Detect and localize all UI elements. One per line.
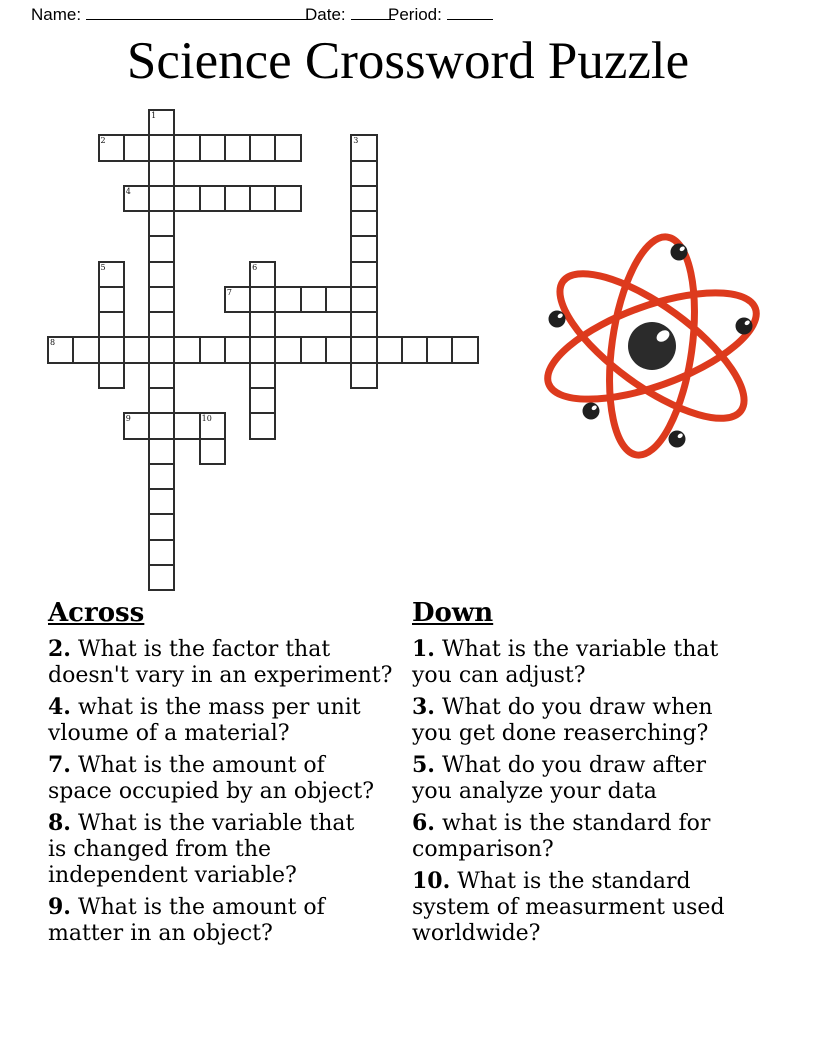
grid-cell[interactable] xyxy=(350,160,377,187)
clue-number-label: 7. xyxy=(48,752,71,778)
clue-text-line: independent variable? xyxy=(48,863,297,888)
clue-text-line: you can adjust? xyxy=(412,663,586,688)
clue-number-6: 6 xyxy=(252,262,258,272)
grid-cell[interactable] xyxy=(451,336,478,363)
grid-cell[interactable] xyxy=(148,160,175,187)
grid-cell[interactable] xyxy=(350,336,377,363)
clue-5 xyxy=(412,752,762,805)
clue-text-line: comparison? xyxy=(412,837,554,862)
nucleus xyxy=(628,322,676,370)
grid-cell[interactable] xyxy=(274,336,301,363)
grid-cell[interactable] xyxy=(350,286,377,313)
grid-cell[interactable] xyxy=(350,362,377,389)
grid-cell[interactable] xyxy=(148,362,175,389)
grid-cell[interactable] xyxy=(148,539,175,566)
grid-cell[interactable] xyxy=(123,336,150,363)
clue-6 xyxy=(412,810,762,863)
grid-cell[interactable] xyxy=(426,336,453,363)
clue-7 xyxy=(48,752,418,805)
clue-number-label: 1. xyxy=(412,636,435,662)
grid-cell[interactable] xyxy=(376,336,403,363)
grid-cell[interactable] xyxy=(274,286,301,313)
grid-cell[interactable] xyxy=(199,185,226,212)
clue-text-line: 2. What is the factor that xyxy=(48,636,331,662)
clue-text-line: 3. What do you draw when xyxy=(412,694,713,720)
grid-cell[interactable] xyxy=(173,336,200,363)
across-heading: Across xyxy=(48,598,145,628)
down-clues-section xyxy=(412,598,762,952)
clue-number-3: 3 xyxy=(353,136,359,146)
grid-cell[interactable] xyxy=(173,185,200,212)
clue-text-line: 4. what is the mass per unit xyxy=(48,694,361,720)
electron xyxy=(549,311,566,328)
clue-text-line: 1. What is the variable that xyxy=(412,636,719,662)
clue-text-line: 7. What is the amount of xyxy=(48,752,325,778)
clue-number-4: 4 xyxy=(125,186,131,196)
clue-text-line: system of measurment used xyxy=(412,895,725,920)
period-field-group xyxy=(388,4,493,25)
period-blank-line[interactable] xyxy=(447,4,493,20)
page-title: Science Crossword Puzzle xyxy=(126,32,690,90)
grid-cell[interactable] xyxy=(199,438,226,465)
grid-cell[interactable] xyxy=(199,134,226,161)
clue-number-7: 7 xyxy=(226,287,232,297)
name-field-group xyxy=(31,4,308,25)
grid-cell[interactable] xyxy=(148,286,175,313)
grid-cell[interactable] xyxy=(148,564,175,591)
electron xyxy=(583,403,600,420)
grid-cell[interactable] xyxy=(224,134,251,161)
atom-illustration xyxy=(540,224,766,471)
grid-cell[interactable] xyxy=(98,286,125,313)
grid-cell[interactable] xyxy=(300,286,327,313)
clue-4 xyxy=(48,694,418,747)
grid-cell[interactable] xyxy=(249,286,276,313)
clue-text-line: 9. What is the amount of xyxy=(48,894,325,920)
grid-cell[interactable] xyxy=(401,336,428,363)
clue-number-label: 2. xyxy=(48,636,71,662)
grid-cell[interactable] xyxy=(350,235,377,262)
grid-cell[interactable] xyxy=(123,134,150,161)
clue-number-8: 8 xyxy=(50,338,56,348)
grid-cell[interactable] xyxy=(98,311,125,338)
grid-cell[interactable] xyxy=(224,336,251,363)
grid-cell[interactable] xyxy=(173,134,200,161)
down-clue-list xyxy=(412,636,762,947)
name-label: Name: xyxy=(31,5,82,24)
grid-cell[interactable] xyxy=(249,387,276,414)
across-clues-section xyxy=(48,598,418,952)
grid-cell[interactable] xyxy=(199,336,226,363)
clue-text-line: doesn't vary in an experiment? xyxy=(48,663,393,688)
atom-svg xyxy=(540,224,766,466)
grid-cell[interactable] xyxy=(148,412,175,439)
clue-number-label: 9. xyxy=(48,894,71,920)
grid-cell[interactable] xyxy=(148,463,175,490)
clue-text-line: space occupied by an object? xyxy=(48,779,375,804)
clue-3 xyxy=(412,694,762,747)
grid-cell[interactable] xyxy=(148,311,175,338)
grid-cell[interactable] xyxy=(325,336,352,363)
grid-cell[interactable] xyxy=(148,210,175,237)
grid-cell[interactable] xyxy=(249,336,276,363)
clue-text-line: 10. What is the standard xyxy=(412,868,691,894)
clue-text-line: 8. What is the variable that xyxy=(48,810,355,836)
clue-number-2: 2 xyxy=(100,136,106,146)
clue-text-line: vloume of a material? xyxy=(48,721,290,746)
name-blank-line[interactable] xyxy=(86,4,308,20)
clue-number-label: 8. xyxy=(48,810,71,836)
clue-number-10: 10 xyxy=(201,414,212,424)
grid-cell[interactable] xyxy=(300,336,327,363)
grid-cell[interactable] xyxy=(148,235,175,262)
clue-number-5: 5 xyxy=(100,262,106,272)
grid-cell[interactable] xyxy=(350,185,377,212)
clue-8 xyxy=(48,810,418,889)
grid-cell[interactable] xyxy=(148,488,175,515)
grid-cell[interactable] xyxy=(148,185,175,212)
across-clue-list xyxy=(48,636,418,947)
grid-cell[interactable] xyxy=(148,438,175,465)
grid-cell[interactable] xyxy=(274,134,301,161)
grid-cell[interactable] xyxy=(72,336,99,363)
grid-cell[interactable] xyxy=(98,336,125,363)
clue-text-line: 6. what is the standard for xyxy=(412,810,711,836)
clue-10 xyxy=(412,868,762,947)
clue-text-line: 5. What do you draw after xyxy=(412,752,707,778)
grid-cell[interactable] xyxy=(350,311,377,338)
grid-cell[interactable] xyxy=(148,134,175,161)
clue-number-label: 10. xyxy=(412,868,451,894)
electron xyxy=(669,431,686,448)
grid-cell[interactable] xyxy=(249,362,276,389)
grid-cell[interactable] xyxy=(148,387,175,414)
down-heading: Down xyxy=(412,598,494,628)
grid-cell[interactable] xyxy=(249,185,276,212)
grid-cell[interactable] xyxy=(148,336,175,363)
clue-1 xyxy=(412,636,762,689)
clue-number-label: 3. xyxy=(412,694,435,720)
grid-cell[interactable] xyxy=(249,134,276,161)
grid-cell[interactable] xyxy=(98,362,125,389)
clue-text-line: worldwide? xyxy=(412,921,541,946)
grid-cell[interactable] xyxy=(325,286,352,313)
grid-cell[interactable] xyxy=(350,261,377,288)
clue-text-line: you analyze your data xyxy=(412,779,657,804)
date-field-group xyxy=(305,4,395,25)
clue-text-line: matter in an object? xyxy=(48,921,273,946)
grid-cell[interactable] xyxy=(249,311,276,338)
clue-number-label: 4. xyxy=(48,694,71,720)
clue-text-line: is changed from the xyxy=(48,837,272,862)
grid-cell[interactable] xyxy=(148,513,175,540)
grid-cell[interactable] xyxy=(249,412,276,439)
clue-text-line: you get done reaserching? xyxy=(412,721,709,746)
clue-number-1: 1 xyxy=(151,111,157,120)
clue-number-label: 6. xyxy=(412,810,435,836)
electron xyxy=(736,318,753,335)
clue-number-label: 5. xyxy=(412,752,435,778)
grid-cell[interactable] xyxy=(350,210,377,237)
clue-number-9: 9 xyxy=(125,414,131,424)
clue-2 xyxy=(48,636,418,689)
electron xyxy=(671,244,688,261)
grid-cell[interactable] xyxy=(274,185,301,212)
grid-cell[interactable] xyxy=(148,261,175,288)
date-label: Date: xyxy=(305,5,346,24)
grid-cell[interactable] xyxy=(173,412,200,439)
period-label: Period: xyxy=(388,5,442,24)
clue-9 xyxy=(48,894,418,947)
grid-cell[interactable] xyxy=(224,185,251,212)
